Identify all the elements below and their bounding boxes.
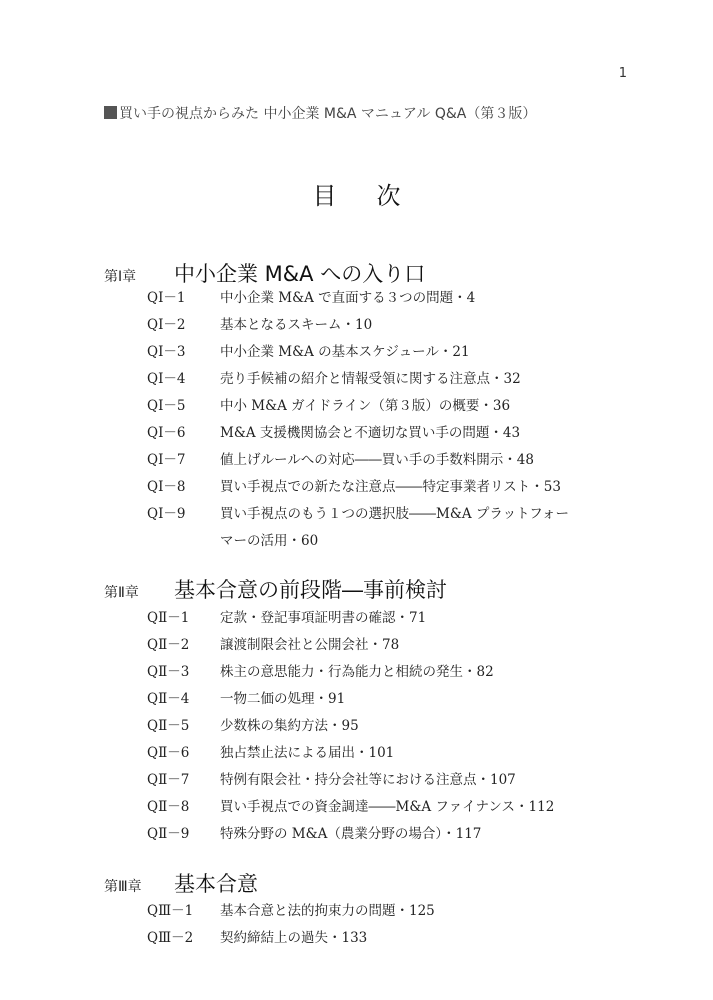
chapter-3-heading [104,868,258,898]
toc-entry[interactable] [147,420,617,447]
toc-entry[interactable] [147,740,617,767]
entry-text: 一物二価の処理・91 [220,691,346,707]
toc-entry[interactable] [147,605,617,632]
entry-number [147,528,220,555]
entry-number: QⅠ－8 [147,479,186,495]
book-title-text: 買い手の視点からみた 中小企業 M&A マニュアル Q&A（第３版） [119,106,537,122]
toc-entry[interactable] [147,713,617,740]
entry-text: 買い手視点のもう１つの選択肢――M&A プラットフォー [220,506,570,522]
entry-text: 中小企業 M&A の基本スケジュール・21 [220,344,470,360]
toc-entry[interactable] [147,632,617,659]
chapter-3-entries [147,898,617,952]
toc-entry[interactable] [147,447,617,474]
entry-text: マーの活用・60 [220,533,319,549]
toc-entry[interactable] [147,925,617,952]
entry-number: QⅡ－5 [147,718,190,734]
page-number: 1 [618,66,627,81]
toc-entry[interactable] [147,898,617,925]
entry-number: QⅡ－1 [147,610,190,626]
entry-text: 契約締結上の過失・133 [220,930,368,946]
entry-text: 買い手視点での新たな注意点――特定事業者リスト・53 [220,479,561,495]
chapter-label: 第Ⅱ章 [104,585,139,601]
entry-number: QⅡ－7 [147,772,190,788]
entry-text: 買い手視点での資金調達――M&A ファイナンス・112 [220,799,555,815]
toc-entry[interactable] [147,285,617,312]
chapter-2-entries [147,605,617,848]
entry-number: QⅠ－4 [147,371,186,387]
entry-number: QⅡ－4 [147,691,190,707]
entry-text: 譲渡制限会社と公開会社・78 [220,637,400,653]
entry-text: 株主の意思能力・行為能力と相続の発生・82 [220,664,494,680]
chapter-1-entries [147,285,617,555]
chapter-title: 中小企業 M&A への入り口 [174,262,426,286]
entry-text: 売り手候補の紹介と情報受領に関する注意点・32 [220,371,521,387]
entry-text: 中小 M&A ガイドライン（第３版）の概要・36 [220,398,511,414]
entry-text: 特殊分野の M&A（農業分野の場合）・117 [220,826,482,842]
toc-entry[interactable] [147,686,617,713]
entry-text: 独占禁止法による届出・101 [220,745,395,761]
toc-entry[interactable] [147,393,617,420]
entry-number: QⅢ－2 [147,930,194,946]
entry-text: M&A 支援機関協会と不適切な買い手の問題・43 [220,425,521,441]
toc-entry[interactable] [147,474,617,501]
entry-number: QⅠ－1 [147,290,186,306]
entry-number: QⅡ－3 [147,664,190,680]
toc-entry[interactable] [147,366,617,393]
entry-text: 定款・登記事項証明書の確認・71 [220,610,427,626]
toc-entry-continuation[interactable] [147,528,617,555]
chapter-1-heading [104,258,425,288]
toc-entry[interactable] [147,794,617,821]
toc-entry[interactable] [147,821,617,848]
entry-number: QⅠ－9 [147,506,186,522]
entry-number: QⅡ－2 [147,637,190,653]
toc-entry[interactable] [147,659,617,686]
toc-entry[interactable] [147,339,617,366]
toc-heading: 目次 [312,182,441,210]
entry-text: 少数株の集約方法・95 [220,718,359,734]
entry-number: QⅡ－8 [147,799,190,815]
chapter-label: 第Ⅰ章 [104,269,137,285]
chapter-title: 基本合意の前段階―事前検討 [174,578,447,602]
entry-number: QⅠ－7 [147,452,186,468]
entry-number: QⅡ－6 [147,745,190,761]
entry-number: QⅠ－3 [147,344,186,360]
entry-number: QⅡ－9 [147,826,190,842]
chapter-2-heading [104,574,447,604]
entry-text: 基本合意と法的拘束力の問題・125 [220,903,435,919]
toc-entry[interactable] [147,501,617,528]
entry-number: QⅠ－2 [147,317,186,333]
toc-entry[interactable] [147,767,617,794]
square-bullet-icon [104,106,117,119]
toc-entry[interactable] [147,312,617,339]
entry-text: 値上げルールへの対応――買い手の手数料開示・48 [220,452,534,468]
book-title [104,103,536,123]
entry-number: QⅠ－6 [147,425,186,441]
chapter-title: 基本合意 [174,872,258,896]
chapter-label: 第Ⅲ章 [104,879,142,895]
entry-text: 中小企業 M&A で直面する３つの問題・4 [220,290,476,306]
entry-number: QⅠ－5 [147,398,186,414]
entry-number: QⅢ－1 [147,903,194,919]
entry-text: 特例有限会社・持分会社等における注意点・107 [220,772,516,788]
entry-text: 基本となるスキーム・10 [220,317,373,333]
